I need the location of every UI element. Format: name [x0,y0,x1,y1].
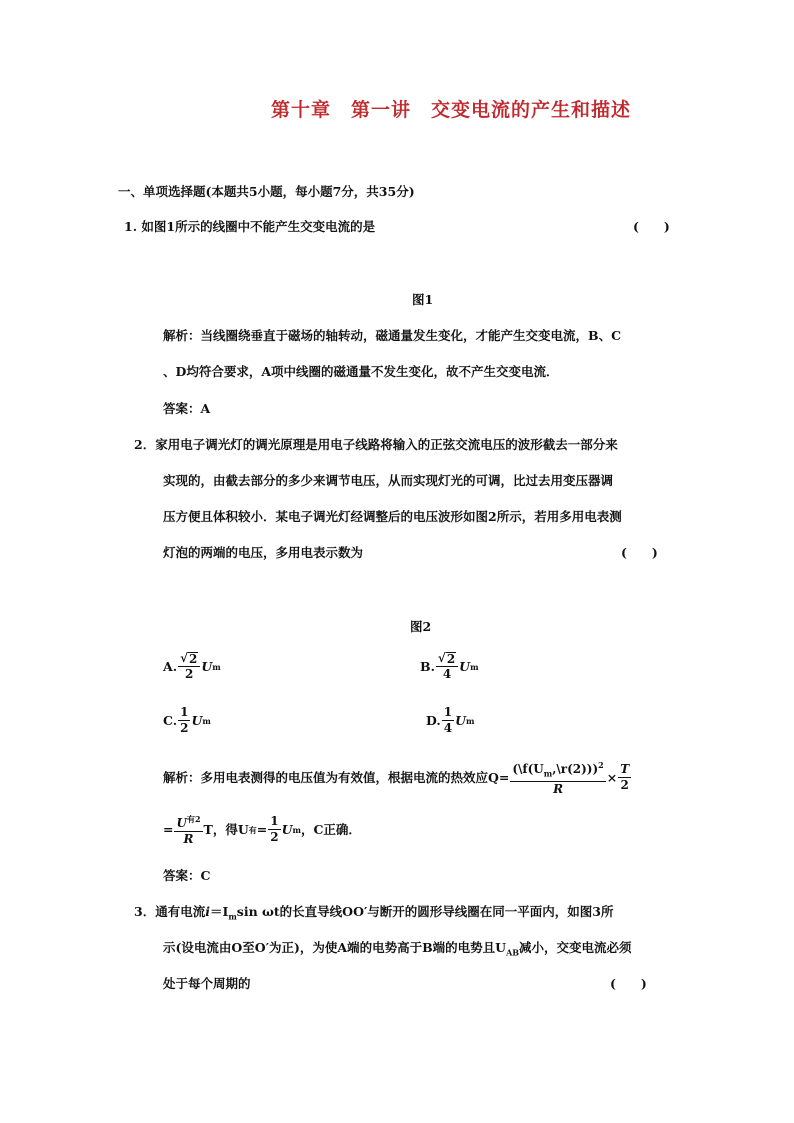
q1-answer-blank: ( ) [633,219,670,234]
sqrt-symbol: √ [180,651,188,665]
q1-answer: 答案：A [163,401,211,416]
option-d[interactable]: D. $\frac{1}{4}$ U m [426,705,475,735]
option-b-fraction: √ 2 4 [436,651,458,682]
page-title: 第十章 第一讲 交变电流的产生和描述 [271,99,632,121]
heat-effect-fraction: $\frac{(\backslash f(U_m,\backslash r(2)))^2}{R}$ [512,760,604,797]
q3-answer-blank: ( ) [610,976,647,991]
sqrt-symbol: √ [437,651,446,665]
q2-answer: 答案：C [163,868,211,883]
q3-line-3: 处于每个周期的 [163,976,251,991]
q2-analysis-line-1: 解析：多用电表测得的电压值为有效值，根据电流的热效应Q= $\frac{(\backslash f(U_m,\backslash r(2)))^2}{R}$ × $\frac{T}{2}$ [163,760,630,797]
q2-line-4: 灯泡的两端的电压，多用电表示数为 [163,545,364,560]
half-period-fraction: $\frac{T}{2}$ [620,762,630,793]
option-c-fraction: $\frac{1}{2}$ [180,705,189,735]
option-a-fraction: √ 2 2 [178,651,200,682]
section-heading: 一、单项选择题(本题共5小题，每小题7分，共35分) [118,184,415,199]
q2-line-2: 实现的，由截去部分的多少来调节电压，从而实现灯光的可调，比过去用变压器调 [163,473,614,488]
q2-analysis-line-2: = $\frac{U^{有2}}{R}$ T，得U 有 = $\frac{1}{2}$ U m ，C正确． [163,814,361,846]
q2-answer-blank: ( ) [621,545,658,560]
one-half-fraction: $\frac{1}{2}$ [270,814,279,844]
option-c[interactable]: C. $\frac{1}{2}$ U m [163,705,211,735]
q2-line-1: 2．家用电子调光灯的调光原理是用电子线路将输入的正弦交流电压的波形截去一部分来 [134,437,618,452]
option-a[interactable]: A. √ 2 2 U m [163,651,221,681]
q1-analysis-line-1: 解析：当线圈绕垂直于磁场的轴转动，磁通量发生变化，才能产生交变电流，B、C [163,328,622,343]
q1-text: 1. 如图1所示的线圈中不能产生交变电流的是 [124,219,376,234]
option-c-label: C. [163,712,178,728]
figure-2-caption: 图2 [410,619,432,634]
option-a-label: A. [163,658,178,674]
effective-voltage-fraction: $\frac{U^{有2}}{R}$ [176,814,201,846]
q3-line-1: 3．通有电流$i=I_m\sin$ ωt的长直导线OO′与断开的圆形导线圈在同一平面内，如图3所 [134,904,614,922]
figure-1-caption: 图1 [412,292,434,307]
q3-line-2: 示(设电流由O至O′为正)，为使A端的电势高于B端的电势且$U_{AB}$减小，交变电流必须 [163,940,632,958]
option-b[interactable]: B. √ 2 4 U m [420,651,479,681]
option-b-label: B. [420,658,435,674]
option-d-fraction: $\frac{1}{4}$ [443,705,453,735]
q2-line-3: 压方便且体积较小．某电子调光灯经调整后的电压波形如图2所示，若用多用电表测 [163,509,622,524]
option-d-label: D. [426,712,441,728]
q1-analysis-line-2: 、D均符合要求，A项中线圈的磁通量不发生变化，故不产生交变电流． [163,364,559,379]
